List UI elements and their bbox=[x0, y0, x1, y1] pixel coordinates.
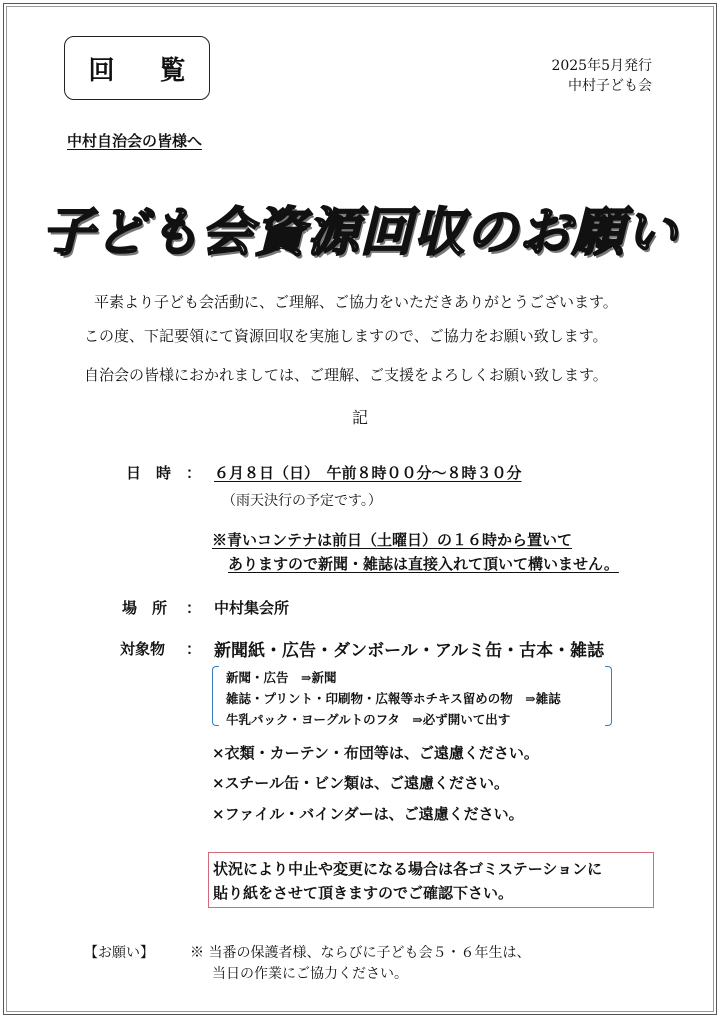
request-line-2: 当日の作業にご協力ください。 bbox=[212, 966, 408, 982]
items-detail-2: 雑誌・プリント・印刷物・広報等ホチキス留めの物 ⇒雑誌 bbox=[226, 691, 561, 706]
page-title: 子ども会資源回収のお願い bbox=[41, 203, 678, 263]
container-note-2: ありますので新聞・雑誌は直接入れて頂いて構いません。 bbox=[228, 555, 619, 573]
items-label: 対象物 bbox=[120, 640, 166, 658]
rain-note: （雨天決行の予定です。） bbox=[222, 493, 382, 509]
greeting-line-1: 平素より子ども会活動に、ご理解、ご協力をいただきありがとうございます。 bbox=[94, 293, 618, 311]
items-value: 新聞紙・広告・ダンボール・アルミ缶・古本・雑誌 bbox=[214, 641, 605, 661]
items-detail-3: 牛乳パック・ヨーグルトのフタ ⇒必ず開いて出す bbox=[226, 712, 511, 727]
issuer: 中村子ども会 bbox=[568, 78, 652, 94]
items-colon: ： bbox=[186, 640, 202, 658]
place-colon: ： bbox=[186, 599, 202, 617]
not-accepted-1: ×衣類・カーテン・布団等は、ご遠慮ください。 bbox=[212, 744, 539, 762]
notice-line-2: 貼り紙をさせて頂きますのでご確認下さい。 bbox=[213, 884, 514, 902]
schedule-colon: ： bbox=[186, 464, 202, 482]
request-line-1: ※ 当番の保護者様、ならびに子ども会５・６年生は、 bbox=[190, 945, 531, 961]
addressee: 中村自治会の皆様へ bbox=[67, 132, 203, 150]
issue-info bbox=[551, 56, 652, 96]
circulation-stamp bbox=[64, 36, 210, 100]
greeting-line-3: 自治会の皆様におかれましては、ご理解、ご支援をよろしくお願い致します。 bbox=[84, 366, 608, 384]
ki-heading: 記 bbox=[351, 408, 368, 427]
not-accepted-3: ×ファイル・バインダーは、ご遠慮ください。 bbox=[212, 805, 524, 823]
request-label: 【お願い】 bbox=[84, 945, 154, 961]
schedule-label: 日 時 bbox=[126, 464, 172, 482]
circulation-label: 回 覧 bbox=[88, 55, 204, 86]
items-detail-1: 新聞・広告 ⇒新聞 bbox=[226, 670, 337, 685]
schedule-value: ６月８日（日） 午前８時００分～８時３０分 bbox=[214, 464, 522, 482]
place-label: 場 所 bbox=[122, 599, 168, 617]
notice-line-1: 状況により中止や変更になる場合は各ゴミステーションに bbox=[213, 860, 603, 878]
greeting-line-2: この度、下記要領にて資源回収を実施しますので、ご協力をお願い致します。 bbox=[84, 327, 608, 345]
issue-date: 2025年5月発行 bbox=[551, 58, 652, 74]
container-note-1: ※青いコンテナは前日（土曜日）の１６時から置いて bbox=[212, 531, 573, 549]
place-value: 中村集会所 bbox=[214, 599, 290, 617]
notice-box bbox=[208, 852, 654, 908]
not-accepted-2: ×スチール缶・ビン類は、ご遠慮ください。 bbox=[212, 774, 509, 792]
